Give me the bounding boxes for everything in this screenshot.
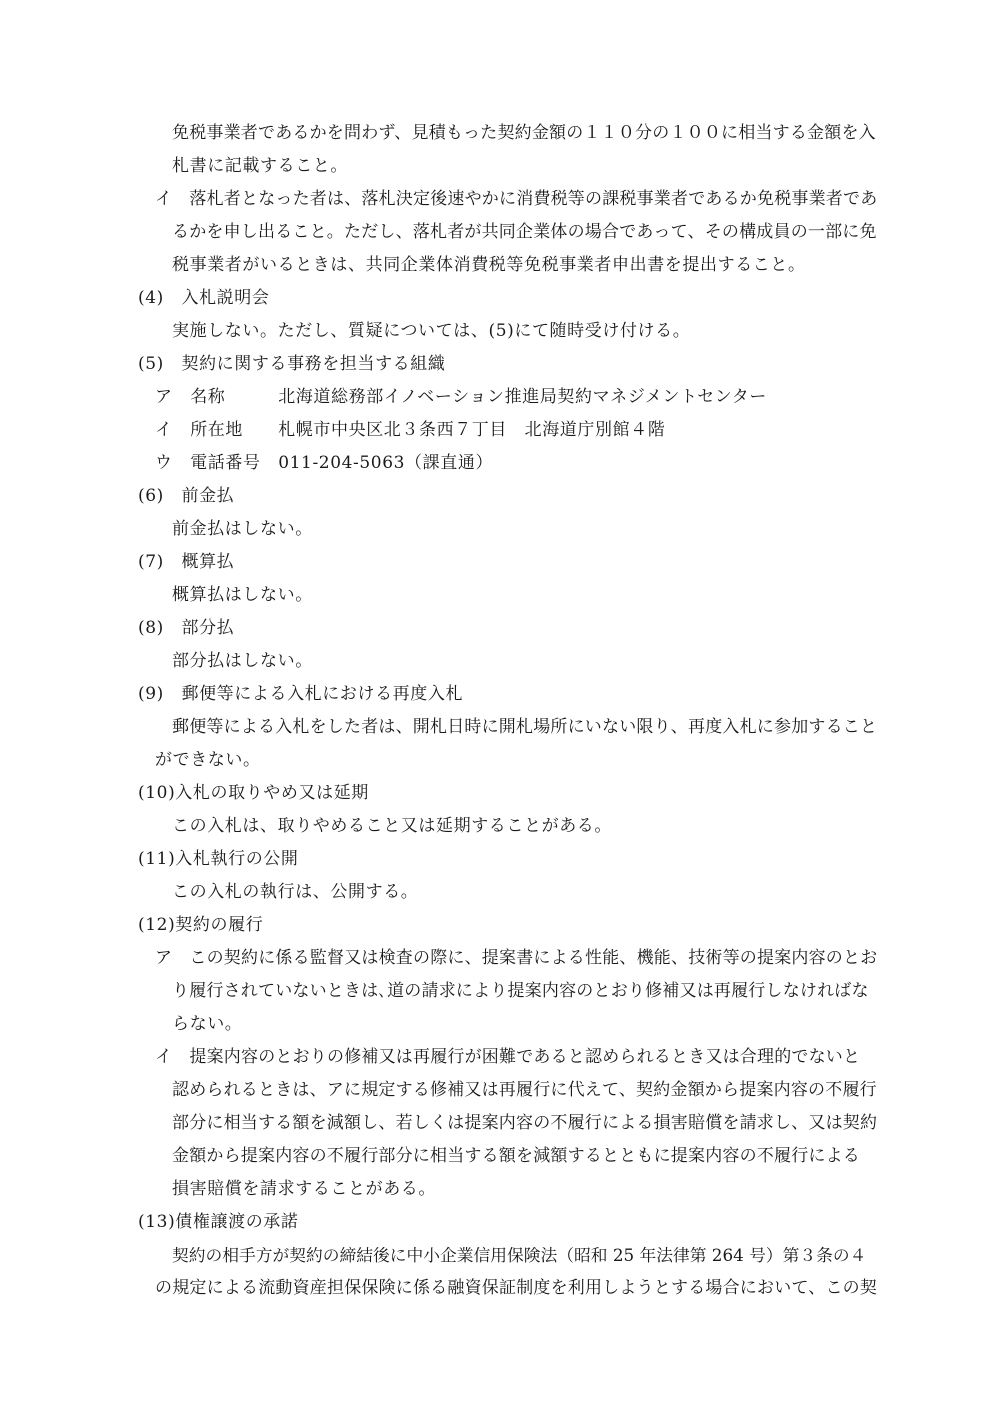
text-line: 概算払はしない。 — [172, 585, 313, 605]
text-line: ウ 電話番号 011-204-5063（課直通） — [155, 453, 494, 473]
text-line: イ 落札者となった者は、落札決定後速やかに消費税等の課税事業者であるか免税事業者であ — [155, 189, 878, 209]
section-heading: (7) 概算払 — [138, 552, 235, 572]
text-line: り履行されていないときは､道の請求により提案内容のとおり修補又は再履行しなければな — [172, 981, 869, 1001]
text-line: 契約の相手方が契約の締結後に中小企業信用保険法（昭和 25 年法律第 264 号）第３条の４ — [172, 1245, 867, 1265]
section-heading: (9) 郵便等による入札における再度入札 — [138, 684, 464, 704]
text-line: 部分払はしない。 — [172, 651, 313, 671]
text-line: 認められるときは、アに規定する修補又は再履行に代えて、契約金額から提案内容の不履行 — [172, 1080, 877, 1100]
section-heading: (11)入札執行の公開 — [138, 849, 299, 869]
text-line: この入札は、取りやめること又は延期することがある。 — [172, 816, 612, 836]
text-line: 郵便等による入札をした者は、開札日時に開札場所にいない限り、再度入札に参加すること — [172, 717, 878, 737]
section-heading: (8) 部分払 — [138, 618, 235, 638]
text-line: 札書に記載すること。 — [172, 156, 348, 176]
text-line: 実施しない。ただし、質疑については、(5)にて随時受け付ける。 — [172, 321, 691, 341]
section-heading: (13)債権譲渡の承諾 — [138, 1212, 299, 1232]
text-line: イ 提案内容のとおりの修補又は再履行が困難であると認められるとき又は合理的でないと — [155, 1047, 861, 1067]
text-line: るかを申し出ること。ただし、落札者が共同企業体の場合であって、その構成員の一部に免 — [172, 222, 877, 242]
text-line: の規定による流動資産担保保険に係る融資保証制度を利用しようとする場合において、この契 — [155, 1278, 878, 1298]
text-line: ができない。 — [155, 750, 261, 770]
section-heading: (10)入札の取りやめ又は延期 — [138, 783, 369, 803]
text-line: 部分に相当する額を減額し、若しくは提案内容の不履行による損害賠償を請求し、又は契約 — [172, 1113, 878, 1133]
text-line: 税事業者がいるときは、共同企業体消費税等免税事業者申出書を提出すること。 — [172, 255, 806, 275]
text-line: らない。 — [172, 1014, 243, 1034]
text-line: この入札の執行は、公開する。 — [172, 882, 419, 902]
text-line: 免税事業者であるかを問わず、見積もった契約金額の１１０分の１００に相当する金額を入 — [172, 123, 876, 143]
text-line: 前金払はしない。 — [172, 519, 313, 539]
text-line: 金額から提案内容の不履行部分に相当する額を減額するとともに提案内容の不履行による — [172, 1146, 860, 1166]
text-line: 損害賠償を請求することがある。 — [172, 1179, 436, 1199]
section-heading: (5) 契約に関する事務を担当する組織 — [138, 354, 446, 374]
section-heading: (12)契約の履行 — [138, 915, 264, 935]
text-line: ア 名称 北海道総務部イノベーション推進局契約マネジメントセンター — [155, 387, 767, 407]
text-line: イ 所在地 札幌市中央区北３条西７丁目 北海道庁別館４階 — [155, 420, 666, 440]
text-line: ア この契約に係る監督又は検査の際に、提案書による性能、機能、技術等の提案内容のとお — [155, 948, 878, 968]
section-heading: (4) 入札説明会 — [138, 288, 270, 308]
section-heading: (6) 前金払 — [138, 486, 235, 506]
